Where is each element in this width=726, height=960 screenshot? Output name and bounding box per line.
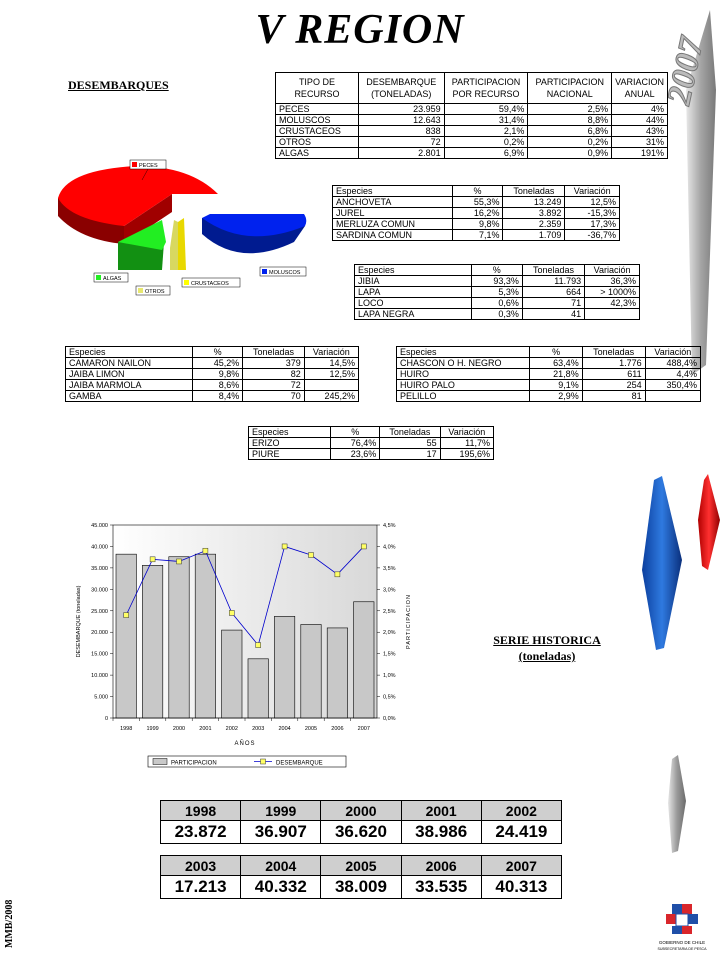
value-cell: 82 — [243, 369, 304, 380]
y-tick-label: 5.000 — [94, 694, 108, 701]
section-desembarques-label: DESEMBARQUES — [68, 78, 169, 92]
chart-point — [282, 544, 287, 549]
value-cell: 664 — [522, 287, 584, 298]
x-tick-label: 2007 — [357, 726, 370, 732]
pie-label-crustaceos: CRUSTACEOS — [191, 281, 229, 287]
species-table-header — [397, 347, 701, 358]
value-cell: 43% — [612, 126, 668, 137]
y-tick-label: 20.000 — [91, 630, 108, 637]
legend-bar-label: PARTICIPACION — [171, 760, 217, 767]
logo-line-1: GOBIERNO DE CHILE — [658, 940, 706, 945]
chart-point — [203, 548, 208, 553]
species-table-moluscos — [354, 264, 640, 320]
y2-tick-label: 2,5% — [383, 608, 396, 615]
value-cell: 9,8% — [192, 369, 242, 380]
table-row — [249, 438, 494, 449]
pie-label-moluscos: MOLUSCOS — [269, 270, 301, 276]
main-table-row — [276, 115, 668, 126]
year-cell: 2002 — [481, 801, 561, 821]
header-cell: DESEMBARQUE (TONELADAS) — [358, 73, 444, 104]
year-cell: 2004 — [241, 856, 321, 876]
x-tick-label: 1999 — [146, 726, 159, 732]
value-cell: 4,4% — [645, 369, 700, 380]
legend-bar-swatch — [153, 759, 167, 765]
value-cell: 41 — [522, 309, 584, 320]
value-cell: -36,7% — [565, 230, 620, 241]
species-name-cell: LAPA — [355, 287, 472, 298]
y2-tick-label: 1,5% — [383, 651, 396, 658]
table-row — [355, 309, 640, 320]
value-cell: 0,3% — [471, 309, 522, 320]
value-cell: 63,4% — [530, 358, 582, 369]
chart-bar — [142, 565, 162, 718]
total-value-cell: 40.313 — [481, 876, 561, 899]
x-tick-label: 2000 — [172, 726, 186, 732]
value-cell: 0,6% — [471, 298, 522, 309]
table-row — [355, 287, 640, 298]
value-cell: 76,4% — [331, 438, 380, 449]
logo-line-2: SUBSECRETARIA DE PESCA — [657, 947, 707, 951]
table-row — [355, 298, 640, 309]
species-name-cell: JIBIA — [355, 276, 472, 287]
main-summary-table — [275, 72, 668, 159]
yearly-totals-table-1 — [160, 800, 562, 844]
header-cell: Variación — [585, 265, 640, 276]
year-cell: 2007 — [481, 856, 561, 876]
value-cell: 23,6% — [331, 449, 380, 460]
value-cell: 72 — [358, 137, 444, 148]
y-tick-label: 10.000 — [91, 673, 108, 680]
decorative-grey-prism — [662, 755, 692, 855]
species-name-cell: CAMARON NAILON — [66, 358, 193, 369]
year-cell: 1999 — [241, 801, 321, 821]
species-name-cell: PELILLO — [397, 391, 530, 402]
total-value-cell: 38.986 — [401, 821, 481, 844]
x-tick-label: 2001 — [199, 726, 212, 732]
total-value-cell: 36.620 — [321, 821, 401, 844]
value-cell: 55 — [380, 438, 440, 449]
value-cell: 2,5% — [528, 104, 612, 115]
year-cell: 2005 — [321, 856, 401, 876]
species-name-cell: JAIBA LIMON — [66, 369, 193, 380]
chart-point — [229, 610, 234, 615]
species-name-cell: ANCHOVETA — [333, 197, 453, 208]
y-tick-label: 25.000 — [91, 608, 108, 615]
species-name-cell: HUIRO — [397, 369, 530, 380]
value-row — [161, 821, 562, 844]
species-table-crustaceos — [65, 346, 359, 402]
header-cell: Especies — [66, 347, 193, 358]
value-cell: 838 — [358, 126, 444, 137]
header-cell: % — [471, 265, 522, 276]
year-badge-text: 2007 — [660, 33, 711, 108]
header-cell: Variación — [565, 186, 620, 197]
x-tick-label: 2006 — [331, 726, 344, 732]
y2-tick-label: 3,5% — [383, 565, 396, 572]
total-value-cell: 24.419 — [481, 821, 561, 844]
y2-axis-title: PARTICIPACION — [406, 594, 412, 649]
resource-type-cell: ALGAS — [276, 148, 359, 159]
species-name-cell: ERIZO — [249, 438, 331, 449]
landings-pie-chart — [50, 150, 315, 300]
species-name-cell: HUIRO PALO — [397, 380, 530, 391]
header-cell: Especies — [333, 186, 453, 197]
header-cell: Especies — [249, 427, 331, 438]
year-cell: 2000 — [321, 801, 401, 821]
value-cell: 12,5% — [304, 369, 358, 380]
value-cell: 254 — [582, 380, 645, 391]
total-value-cell: 40.332 — [241, 876, 321, 899]
value-cell: 6,9% — [444, 148, 528, 159]
value-cell: 7,1% — [452, 230, 503, 241]
table-row — [397, 358, 701, 369]
value-cell: 31% — [612, 137, 668, 148]
chart-point — [256, 643, 261, 648]
resource-type-cell: CRUSTACEOS — [276, 126, 359, 137]
value-cell: 0,2% — [528, 137, 612, 148]
chart-bar — [354, 602, 374, 718]
pie-label-otros: OTROS — [145, 289, 165, 295]
species-table-header — [333, 186, 620, 197]
historic-series-chart — [60, 515, 440, 777]
y2-tick-label: 1,0% — [383, 673, 396, 680]
y2-tick-label: 0,0% — [383, 716, 396, 722]
total-value-cell: 23.872 — [161, 821, 241, 844]
table-row — [66, 380, 359, 391]
value-cell: 8,4% — [192, 391, 242, 402]
chart-point — [361, 544, 366, 549]
yearly-totals-table-2 — [160, 855, 562, 899]
y2-tick-label: 2,0% — [383, 630, 396, 637]
value-cell: 8,6% — [192, 380, 242, 391]
species-table-otros — [248, 426, 494, 460]
value-cell: 17 — [380, 449, 440, 460]
y2-tick-label: 3,0% — [383, 587, 396, 594]
pie-label-algas: ALGAS — [103, 276, 122, 282]
year-row — [161, 856, 562, 876]
header-cell: Toneladas — [243, 347, 304, 358]
header-cell: % — [452, 186, 503, 197]
serie-title-text: SERIE HISTORICA — [493, 633, 601, 647]
species-table-header — [66, 347, 359, 358]
chart-bar — [248, 659, 268, 718]
author-code: MMB/2008 — [4, 899, 15, 948]
value-cell: 36,3% — [585, 276, 640, 287]
value-cell: 72 — [243, 380, 304, 391]
value-cell: 2,1% — [444, 126, 528, 137]
legend-line-label: DESEMBARQUE — [276, 760, 323, 767]
x-tick-label: 2002 — [225, 726, 238, 732]
value-cell: 6,8% — [528, 126, 612, 137]
value-cell: 1.776 — [582, 358, 645, 369]
chart-bar — [274, 616, 294, 718]
chart-bar — [301, 625, 321, 718]
chart-bar — [169, 557, 189, 718]
value-cell: 3.892 — [503, 208, 565, 219]
legend-line-marker — [261, 759, 266, 764]
y2-tick-label: 4,0% — [383, 544, 396, 551]
x-tick-label: 2003 — [252, 726, 265, 732]
value-cell: 9,1% — [530, 380, 582, 391]
value-cell: 0,2% — [444, 137, 528, 148]
main-table-row — [276, 148, 668, 159]
resource-type-cell: PECES — [276, 104, 359, 115]
value-cell: 45,2% — [192, 358, 242, 369]
value-cell: 4% — [612, 104, 668, 115]
value-cell: 11.793 — [522, 276, 584, 287]
value-cell: 44% — [612, 115, 668, 126]
value-cell: 245,2% — [304, 391, 358, 402]
y-axis-title: DESEMBARQUE (toneladas) — [76, 585, 82, 658]
species-name-cell: LAPA NEGRA — [355, 309, 472, 320]
page-title: V REGION — [255, 7, 465, 53]
year-cell: 1998 — [161, 801, 241, 821]
value-cell: 350,4% — [645, 380, 700, 391]
resource-type-cell: MOLUSCOS — [276, 115, 359, 126]
header-cell: Variación — [645, 347, 700, 358]
value-cell: 0,9% — [528, 148, 612, 159]
value-row — [161, 876, 562, 899]
species-name-cell: SARDINA COMUN — [333, 230, 453, 241]
species-table-algas — [396, 346, 701, 402]
value-cell: 23.959 — [358, 104, 444, 115]
table-row — [333, 197, 620, 208]
table-row — [355, 276, 640, 287]
table-row — [333, 230, 620, 241]
species-name-cell: CHASCON O H. NEGRO — [397, 358, 530, 369]
value-cell: 611 — [582, 369, 645, 380]
total-value-cell: 36.907 — [241, 821, 321, 844]
header-cell: % — [530, 347, 582, 358]
species-name-cell: GAMBA — [66, 391, 193, 402]
value-cell: 11,7% — [440, 438, 493, 449]
y-tick-label: 30.000 — [91, 587, 108, 594]
value-cell: 21,8% — [530, 369, 582, 380]
table-row — [397, 369, 701, 380]
header-cell: Toneladas — [503, 186, 565, 197]
total-value-cell: 38.009 — [321, 876, 401, 899]
header-cell: Toneladas — [522, 265, 584, 276]
value-cell — [304, 380, 358, 391]
value-cell: 81 — [582, 391, 645, 402]
value-cell: 5,3% — [471, 287, 522, 298]
table-row — [66, 391, 359, 402]
species-name-cell: JUREL — [333, 208, 453, 219]
total-value-cell: 33.535 — [401, 876, 481, 899]
value-cell: 12,5% — [565, 197, 620, 208]
value-cell: 42,3% — [585, 298, 640, 309]
header-cell: Toneladas — [582, 347, 645, 358]
year-cell: 2006 — [401, 856, 481, 876]
value-cell: 2.359 — [503, 219, 565, 230]
main-table-row — [276, 126, 668, 137]
value-cell: -15,3% — [565, 208, 620, 219]
main-table-header — [276, 73, 668, 104]
value-cell: 71 — [522, 298, 584, 309]
value-cell: 1.709 — [503, 230, 565, 241]
chart-bar — [195, 554, 215, 718]
value-cell: 9,8% — [452, 219, 503, 230]
chart-point — [150, 557, 155, 562]
table-row — [397, 380, 701, 391]
y-tick-label: 0 — [104, 716, 108, 722]
header-cell: TIPO DE RECURSO — [276, 73, 359, 104]
header-cell: PARTICIPACION POR RECURSO — [444, 73, 528, 104]
header-cell: Especies — [397, 347, 530, 358]
value-cell: 59,4% — [444, 104, 528, 115]
table-row — [66, 358, 359, 369]
header-cell: Toneladas — [380, 427, 440, 438]
chart-bar — [116, 554, 136, 718]
header-cell: Especies — [355, 265, 472, 276]
year-cell: 2003 — [161, 856, 241, 876]
chart-bar — [222, 630, 242, 718]
x-tick-label: 2005 — [304, 726, 318, 732]
species-name-cell: JAIBA MARMOLA — [66, 380, 193, 391]
table-row — [333, 208, 620, 219]
total-value-cell: 17.213 — [161, 876, 241, 899]
species-name-cell: PIURE — [249, 449, 331, 460]
species-table-header — [355, 265, 640, 276]
value-cell: 488,4% — [645, 358, 700, 369]
decorative-prisms — [636, 470, 720, 650]
chart-point — [124, 613, 129, 618]
value-cell — [585, 309, 640, 320]
value-cell — [645, 391, 700, 402]
header-cell: Variación — [440, 427, 493, 438]
value-cell: 8,8% — [528, 115, 612, 126]
x-tick-label: 2004 — [278, 726, 291, 732]
header-cell: Variación — [304, 347, 358, 358]
x-axis-title: AÑOS — [234, 741, 256, 747]
value-cell: 13.249 — [503, 197, 565, 208]
value-cell: 379 — [243, 358, 304, 369]
gobierno-logo — [652, 900, 712, 958]
species-name-cell: MERLUZA COMUN — [333, 219, 453, 230]
year-row — [161, 801, 562, 821]
species-name-cell: LOCO — [355, 298, 472, 309]
header-cell: VARIACION ANUAL — [612, 73, 668, 104]
value-cell: 55,3% — [452, 197, 503, 208]
y-tick-label: 35.000 — [91, 565, 108, 572]
year-cell: 2001 — [401, 801, 481, 821]
value-cell: 17,3% — [565, 219, 620, 230]
year-badge — [660, 18, 726, 128]
value-cell: 31,4% — [444, 115, 528, 126]
chart-point — [177, 559, 182, 564]
x-tick-label: 1998 — [120, 726, 133, 732]
value-cell: 70 — [243, 391, 304, 402]
header-cell: % — [331, 427, 380, 438]
value-cell: 16,2% — [452, 208, 503, 219]
resource-type-cell: OTROS — [276, 137, 359, 148]
chart-point — [309, 553, 314, 558]
y2-tick-label: 0,5% — [383, 694, 396, 701]
y2-tick-label: 4,5% — [383, 523, 396, 529]
value-cell: 14,5% — [304, 358, 358, 369]
pie-label-peces: PECES — [139, 163, 158, 169]
value-cell: 93,3% — [471, 276, 522, 287]
value-cell: 12.643 — [358, 115, 444, 126]
y-tick-label: 15.000 — [91, 651, 108, 658]
main-table-row — [276, 104, 668, 115]
pie-slice-otros — [170, 220, 178, 270]
species-table-peces — [332, 185, 620, 241]
species-table-header — [249, 427, 494, 438]
table-row — [249, 449, 494, 460]
table-row — [66, 369, 359, 380]
table-row — [397, 391, 701, 402]
serie-subtitle-text: (toneladas) — [518, 649, 576, 663]
chart-bar — [327, 628, 347, 718]
value-cell: > 1000% — [585, 287, 640, 298]
value-cell: 191% — [612, 148, 668, 159]
y-tick-label: 40.000 — [91, 544, 108, 551]
pie-slice-crustaceos — [178, 218, 186, 270]
value-cell: 2.801 — [358, 148, 444, 159]
header-cell: PARTICIPACION NACIONAL — [528, 73, 612, 104]
chart-point — [335, 572, 340, 577]
y-tick-label: 45.000 — [91, 523, 108, 529]
header-cell: % — [192, 347, 242, 358]
serie-historica-title — [480, 632, 614, 664]
value-cell: 195,6% — [440, 449, 493, 460]
main-table-row — [276, 137, 668, 148]
value-cell: 2,9% — [530, 391, 582, 402]
table-row — [333, 219, 620, 230]
